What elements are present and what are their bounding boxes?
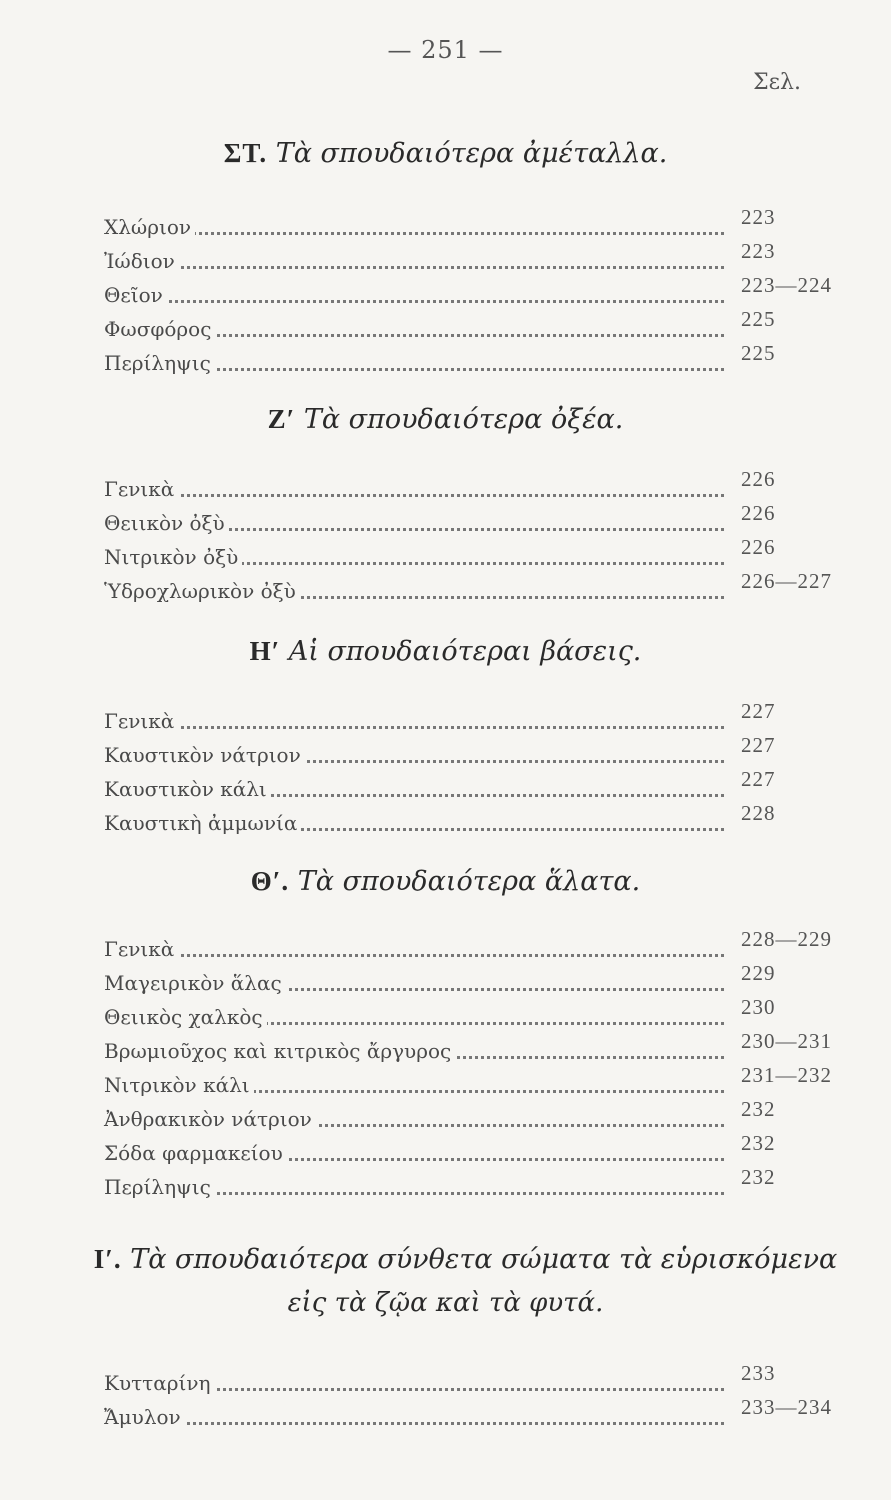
entry-list bbox=[104, 467, 844, 608]
entry-name: Φωσφόρος bbox=[104, 312, 215, 346]
index-entry bbox=[104, 1097, 844, 1136]
entry-list bbox=[104, 927, 844, 1204]
index-entry bbox=[104, 995, 844, 1034]
section-title-line2: εἰς τὰ ζῷα καὶ τὰ φυτά. bbox=[287, 1288, 604, 1318]
index-entry bbox=[104, 273, 844, 312]
index-entry bbox=[104, 1029, 844, 1068]
dot-leader bbox=[104, 232, 724, 235]
section-title: Τὰ σπουδαιότερα ἅλατα. bbox=[297, 866, 641, 897]
section-heading bbox=[0, 138, 891, 169]
section-number: Ζ′ bbox=[267, 404, 296, 434]
entry-name: Γενικὰ bbox=[104, 704, 178, 738]
entry-pages: 223—224 bbox=[741, 273, 832, 297]
index-entry bbox=[104, 733, 844, 772]
entry-pages: 230 bbox=[741, 995, 776, 1019]
entry-pages: 226 bbox=[741, 467, 776, 491]
entry-pages: 223 bbox=[741, 239, 776, 263]
entry-name: Καυστικὴ ἀμμωνία bbox=[104, 806, 301, 840]
entry-name: Θεῖον bbox=[104, 278, 167, 312]
index-entry bbox=[104, 535, 844, 574]
entry-name: Ἄμυλον bbox=[104, 1400, 185, 1434]
entry-pages: 223 bbox=[741, 205, 776, 229]
entry-pages: 233—234 bbox=[741, 1395, 832, 1419]
index-entry bbox=[104, 927, 844, 966]
index-entry bbox=[104, 961, 844, 1000]
section-number: Ι′. bbox=[93, 1244, 122, 1274]
index-entry bbox=[104, 239, 844, 278]
entry-pages: 232 bbox=[741, 1165, 776, 1189]
entry-name: Ὑδροχλωρικὸν ὀξὺ bbox=[104, 574, 300, 608]
dot-leader bbox=[104, 726, 724, 729]
entry-name: Θειικὸν ὀξὺ bbox=[104, 506, 229, 540]
entry-name: Ἀνθρακικὸν νάτριον bbox=[104, 1102, 316, 1136]
dot-leader bbox=[104, 1422, 724, 1425]
section-number: Θ′. bbox=[250, 866, 290, 896]
entry-pages: 227 bbox=[741, 767, 776, 791]
entry-pages: 232 bbox=[741, 1131, 776, 1155]
entry-name: Κυτταρίνη bbox=[104, 1366, 214, 1400]
index-entry bbox=[104, 467, 844, 506]
section-title: Τὰ σπουδαιότερα ἀμέταλλα. bbox=[275, 138, 668, 169]
entry-pages: 233 bbox=[741, 1361, 776, 1385]
entry-name: Θειικὸς χαλκὸς bbox=[104, 1000, 267, 1034]
entry-name: Βρωμιοῦχος καὶ κιτρικὸς ἄργυρος bbox=[104, 1034, 455, 1068]
index-entry bbox=[104, 767, 844, 806]
entry-name: Ἰώδιον bbox=[104, 244, 179, 278]
index-entry bbox=[104, 205, 844, 244]
section-number: Η′ bbox=[249, 636, 281, 666]
section-heading bbox=[20, 1244, 891, 1275]
entry-pages: 225 bbox=[741, 307, 776, 331]
entry-name: Γενικὰ bbox=[104, 472, 178, 506]
page-number: — 251 — bbox=[387, 36, 504, 64]
entry-pages: 226—227 bbox=[741, 569, 832, 593]
index-entry bbox=[104, 699, 844, 738]
entry-pages: 232 bbox=[741, 1097, 776, 1121]
section-number: ΣΤ. bbox=[223, 138, 268, 168]
entry-name: Καυστικὸν κάλι bbox=[104, 772, 271, 806]
entry-pages: 227 bbox=[741, 699, 776, 723]
index-entry bbox=[104, 1131, 844, 1170]
entry-pages: 226 bbox=[741, 501, 776, 525]
entry-name: Νιτρικὸν κάλι bbox=[104, 1068, 254, 1102]
entry-pages: 229 bbox=[741, 961, 776, 985]
index-entry bbox=[104, 341, 844, 380]
entry-name: Περίληψις bbox=[104, 1170, 215, 1204]
section-title: Τὰ σπουδαιότερα σύνθετα σώματα τὰ εὑρισκόμενα bbox=[130, 1244, 838, 1275]
page-column-label: Σελ. bbox=[753, 70, 801, 95]
dot-leader bbox=[104, 494, 724, 497]
entry-name: Γενικὰ bbox=[104, 932, 178, 966]
entry-pages: 227 bbox=[741, 733, 776, 757]
index-entry bbox=[104, 1165, 844, 1204]
index-entry bbox=[104, 307, 844, 346]
section-heading bbox=[0, 636, 891, 667]
index-entry bbox=[104, 801, 844, 840]
entry-list bbox=[104, 1361, 844, 1434]
dot-leader bbox=[104, 954, 724, 957]
entry-name: Καυστικὸν νάτριον bbox=[104, 738, 305, 772]
entry-name: Νιτρικὸν ὀξὺ bbox=[104, 540, 242, 574]
index-entry bbox=[104, 569, 844, 608]
index-entry bbox=[104, 1395, 844, 1434]
dot-leader bbox=[104, 266, 724, 269]
entry-pages: 231—232 bbox=[741, 1063, 832, 1087]
entry-pages: 228—229 bbox=[741, 927, 832, 951]
entry-name: Μαγειρικὸν ἅλας bbox=[104, 966, 286, 1000]
entry-pages: 230—231 bbox=[741, 1029, 832, 1053]
section-title: Τὰ σπουδαιότερα ὀξέα. bbox=[303, 404, 624, 435]
section-heading bbox=[0, 866, 891, 897]
section-heading bbox=[0, 404, 891, 435]
entry-pages: 225 bbox=[741, 341, 776, 365]
index-entry bbox=[104, 501, 844, 540]
entry-list bbox=[104, 205, 844, 380]
entry-pages: 226 bbox=[741, 535, 776, 559]
entry-pages: 228 bbox=[741, 801, 776, 825]
entry-name: Περίληψις bbox=[104, 346, 215, 380]
section-title: Αἱ σπουδαιότεραι βάσεις. bbox=[288, 636, 642, 667]
entry-list bbox=[104, 699, 844, 840]
entry-name: Σόδα φαρμακείου bbox=[104, 1136, 287, 1170]
section-heading-continuation bbox=[0, 1288, 891, 1318]
dot-leader bbox=[104, 300, 724, 303]
index-entry bbox=[104, 1063, 844, 1102]
entry-name: Χλώριον bbox=[104, 210, 195, 244]
index-entry bbox=[104, 1361, 844, 1400]
